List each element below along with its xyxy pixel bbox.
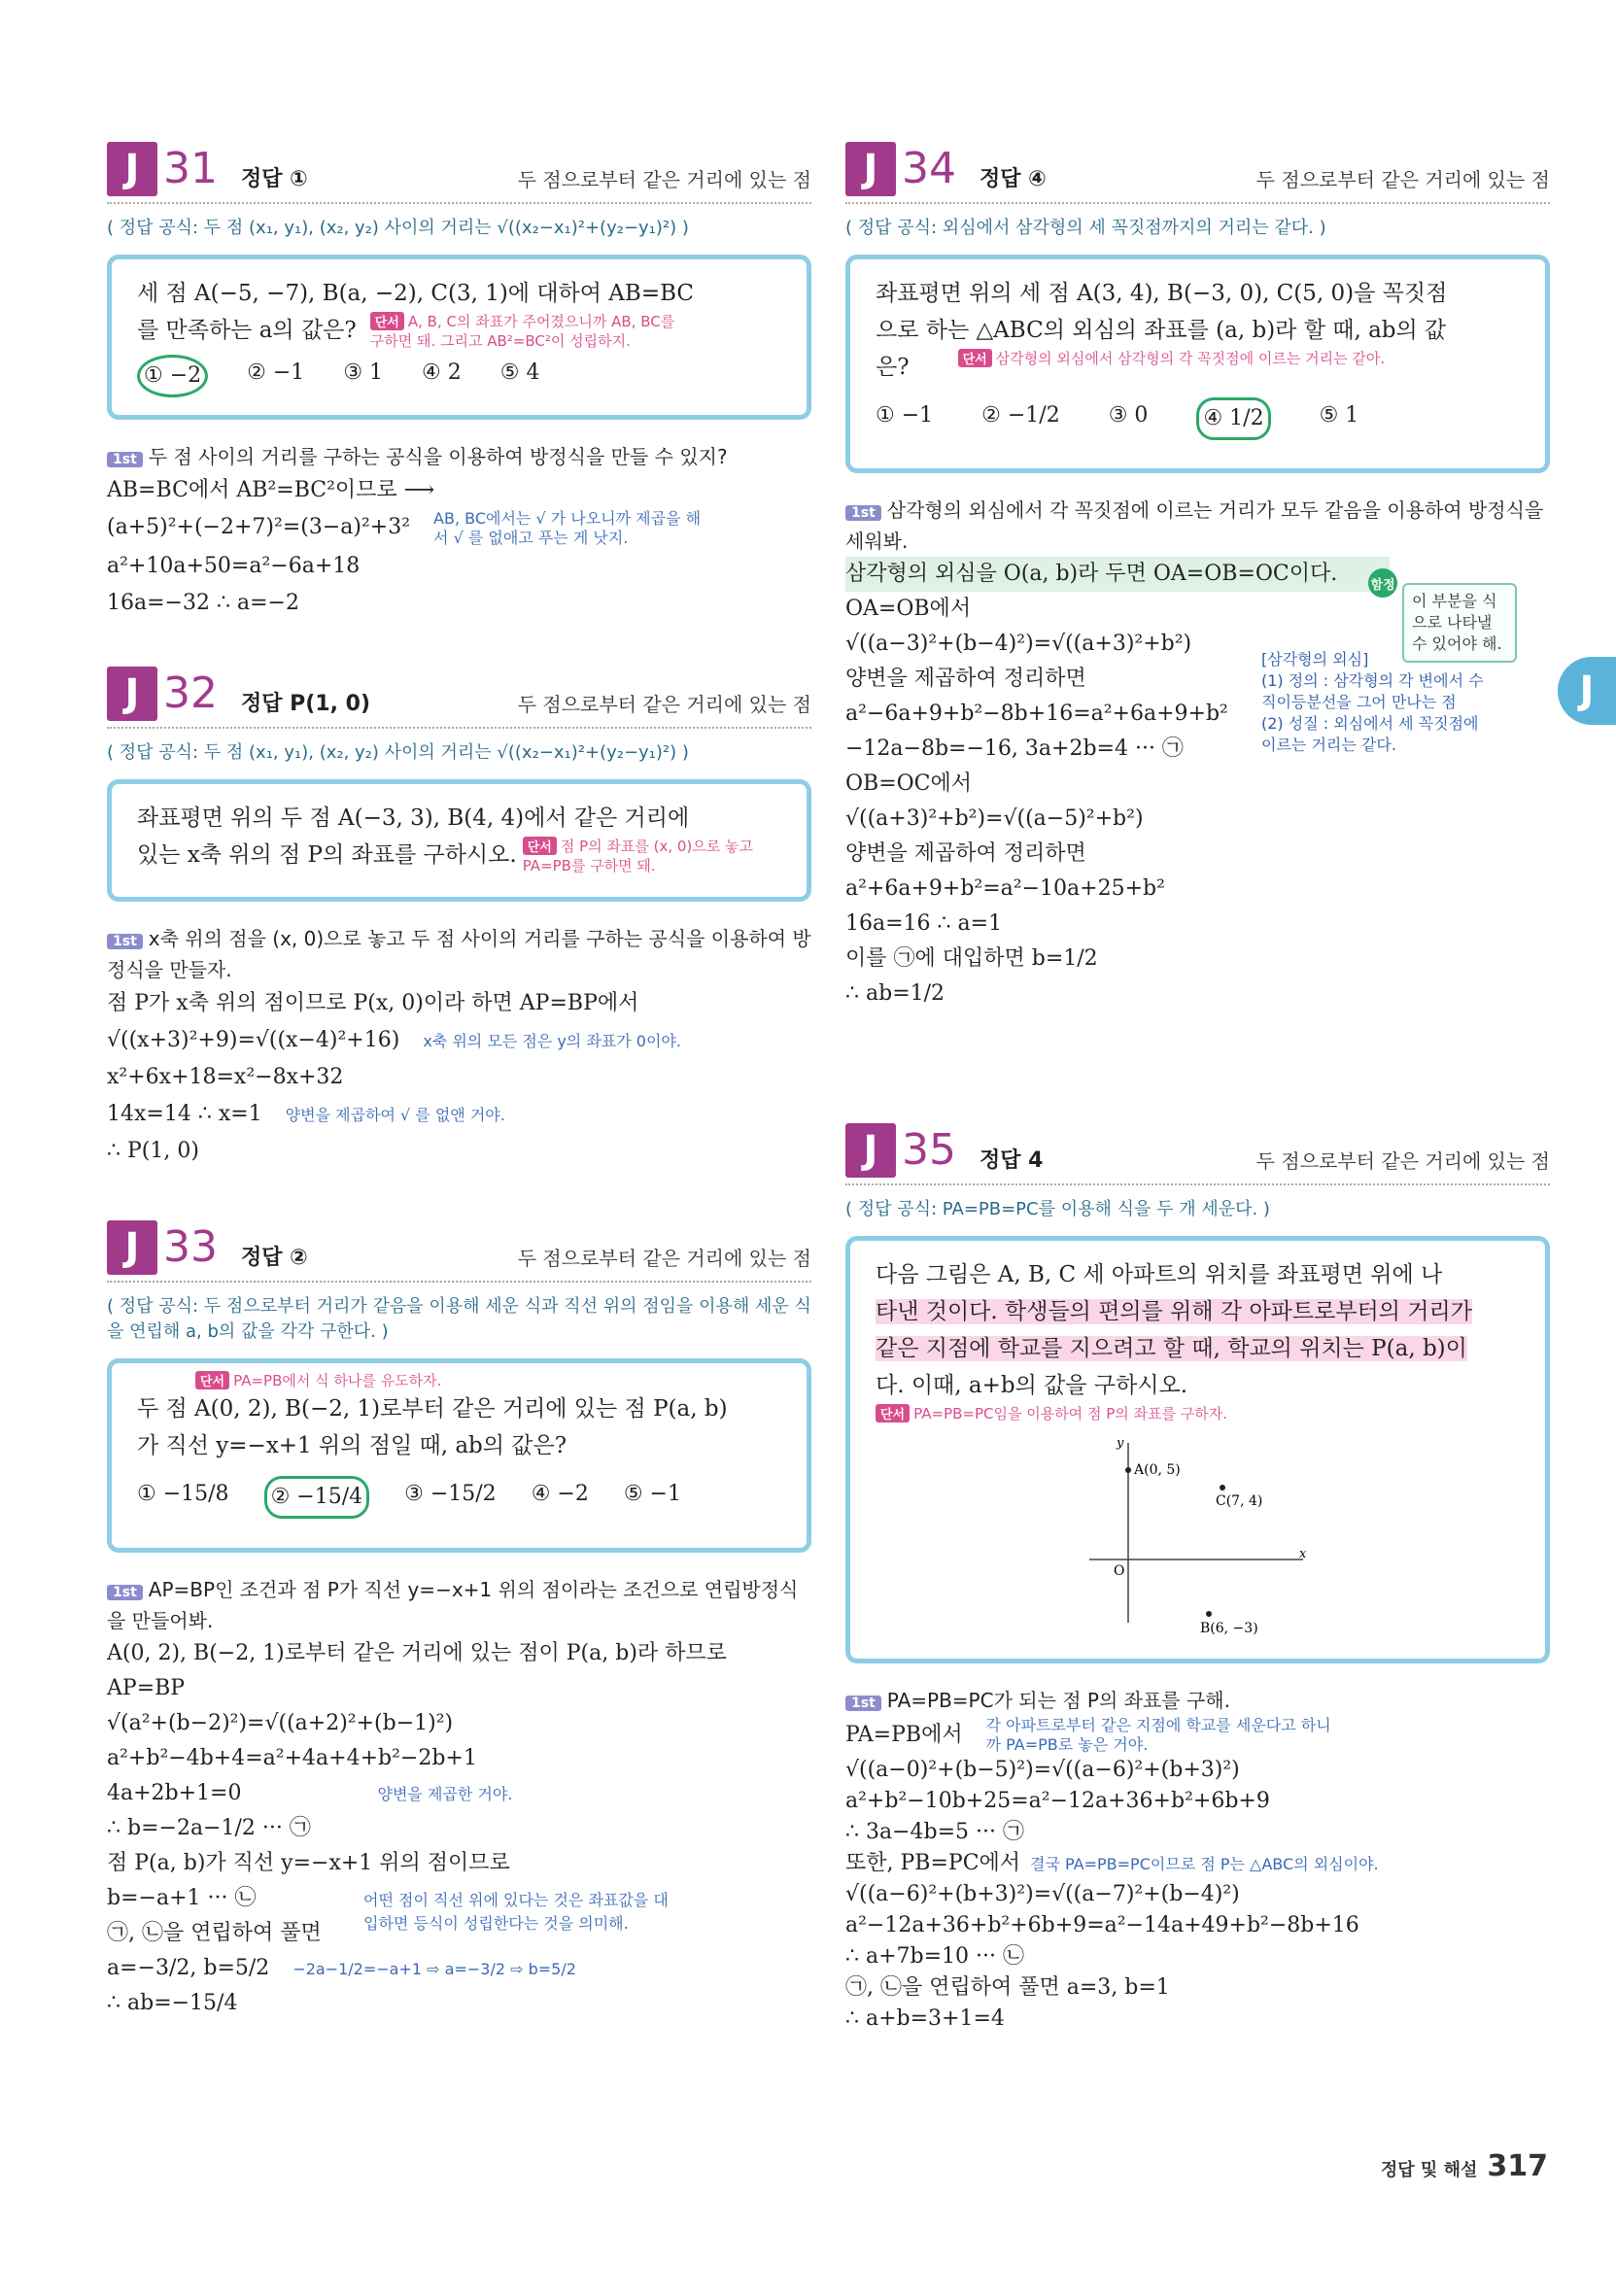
step-text: 삼각형의 외심에서 각 꼭짓점에 이르는 거리가 모두 같음을 이용하여 방정식을 세워봐. — [845, 498, 1544, 553]
coordinate-graph — [1070, 1433, 1323, 1636]
hint-text: 삼각형의 외심에서 삼각형의 각 꼭짓점에 이르는 거리는 같아. — [995, 350, 1386, 367]
hint-tag: 단서 — [958, 349, 992, 367]
solution-line: PA=PB에서 — [845, 1723, 963, 1747]
step-tag: 1st — [107, 934, 143, 949]
solution-line: ∴ P(1, 0) — [107, 1139, 199, 1163]
solution-line: 또한, PB=PC에서 — [845, 1851, 1021, 1875]
hint-tag: 단서 — [876, 1404, 910, 1422]
solution-line: 양변을 제곱하여 정리하면 — [845, 667, 1086, 691]
solution-line: 양변을 제곱하여 정리하면 — [845, 841, 1086, 866]
page-number: 317 — [1487, 2149, 1548, 2183]
solution-line: 14x=14 ∴ x=1 — [107, 1102, 262, 1126]
answer-formula: ( 정답 공식: 두 점으로부터 거리가 같음을 이용해 세운 식과 직선 위의 점임을 이용해 세운 식을 연립해 a, b의 값을 각각 구한다. ) — [107, 1296, 811, 1342]
solution-line: x²+6x+18=x²−8x+32 — [107, 1065, 344, 1089]
problem-text: 가 직선 y=−x+1 위의 점일 때, ab의 값은? — [137, 1433, 567, 1458]
solution-line: ∴ ab=−15/4 — [107, 1991, 238, 2015]
chapter-tab: J — [1558, 657, 1616, 725]
solution-line: 4a+2b+1=0 — [107, 1781, 242, 1805]
solution — [107, 472, 811, 622]
solution-line: (a+5)²+(−2+7)²=(3−a)²+3² — [107, 515, 411, 539]
point-c — [1220, 1485, 1225, 1491]
origin-label: O — [1114, 1563, 1125, 1579]
topic: 두 점으로부터 같은 거리에 있는 점 — [517, 168, 811, 191]
problem-text: 두 점 A(0, 2), B(−2, 1)로부터 같은 거리에 있는 점 P(a, b) — [137, 1396, 728, 1422]
margin-note: −2a−1/2=−a+1 ⇨ a=−3/2 ⇨ b=5/2 — [292, 1960, 576, 1978]
choice[interactable]: ② −15/4 — [264, 1476, 370, 1519]
question-number: 33 — [163, 1222, 218, 1272]
choice[interactable]: ⑤ −1 — [623, 1482, 681, 1506]
choice[interactable]: ② −1 — [247, 360, 305, 385]
problem-text: 으로 하는 △ABC의 외심의 좌표를 (a, b)라 할 때, ab의 값 — [876, 318, 1447, 343]
answer: 정답 4 — [980, 1148, 1044, 1173]
footer-label: 정답 및 해설 — [1380, 2160, 1478, 2180]
answer: 정답 ④ — [980, 167, 1047, 191]
solution-line: a²−6a+9+b²−8b+16=a²+6a+9+b² — [845, 702, 1228, 726]
choice[interactable]: ④ −2 — [531, 1482, 589, 1506]
trap-badge: 함정 — [1368, 568, 1397, 598]
problem-box — [107, 1358, 811, 1553]
problem-box — [845, 1236, 1550, 1663]
choices — [137, 355, 781, 397]
problem-text: 다음 그림은 A, B, C 세 아파트의 위치를 좌표평면 위에 나 — [876, 1262, 1443, 1287]
solution-line: √((a−0)²+(b−5)²)=√((a−6)²+(b+3)²) — [845, 1758, 1240, 1782]
answer: 정답 P(1, 0) — [241, 692, 371, 716]
solution-line: 점 P가 x축 위의 점이므로 P(x, 0)이라 하면 AP=BP에서 — [107, 991, 639, 1015]
step-text: AP=BP인 조건과 점 P가 직선 y=−x+1 위의 점이라는 조건으로 연립방정식을 만들어봐. — [107, 1578, 799, 1632]
question-number: 32 — [163, 668, 218, 718]
step-tag: 1st — [107, 452, 143, 467]
step-text: PA=PB=PC가 되는 점 P의 좌표를 구해. — [886, 1689, 1230, 1712]
y-label: y — [1117, 1436, 1124, 1451]
answer-formula: ( 정답 공식: 두 점 (x₁, y₁), (x₂, y₂) 사이의 거리는 √((x₂−x₁)²+(y₂−y₁)²) ) — [107, 742, 689, 763]
choice[interactable]: ① −15/8 — [137, 1482, 229, 1506]
solution-line: a²+b²−10b+25=a²−12a+36+b²+6b+9 — [845, 1789, 1270, 1813]
step-text: 두 점 사이의 거리를 구하는 공식을 이용하여 방정식을 만들 수 있지? — [148, 445, 728, 468]
step — [845, 495, 1550, 557]
solution-line: b=−a+1 ··· ㉡ — [107, 1886, 257, 1910]
problem-text: 를 만족하는 a의 값은? — [137, 318, 357, 343]
step — [845, 1685, 1550, 1716]
solution-line: ㉠, ㉡을 연립하여 풀면 a=3, b=1 — [845, 1975, 1170, 2000]
solution-line: AP=BP — [107, 1676, 186, 1700]
solution — [107, 1636, 811, 2021]
solution-line: a²+6a+9+b²=a²−10a+25+b² — [845, 876, 1165, 901]
hint-tag: 단서 — [370, 312, 404, 330]
step-tag: 1st — [845, 505, 881, 521]
problem-box — [107, 779, 811, 902]
solution-line: a²−12a+36+b²+6b+9=a²−14a+49+b²−8b+16 — [845, 1913, 1359, 1937]
hint-text: 점 P의 좌표를 (x, 0)으로 놓고 PA=PB를 구하면 돼. — [522, 838, 754, 874]
choice[interactable]: ③ 1 — [343, 360, 384, 385]
choices — [137, 1476, 781, 1519]
margin-note: 각 아파트로부터 같은 지점에 학교를 세운다고 하니까 PA=PB로 놓은 거야. — [985, 1716, 1331, 1754]
problem-text: 좌표평면 위의 세 점 A(3, 4), B(−3, 0), C(5, 0)을 꼭짓점 — [876, 281, 1448, 306]
solution-line: ∴ a+7b=10 ··· ㉡ — [845, 1944, 1025, 1969]
topic: 두 점으로부터 같은 거리에 있는 점 — [1255, 1149, 1550, 1173]
problem-box — [845, 255, 1550, 473]
topic: 두 점으로부터 같은 거리에 있는 점 — [517, 693, 811, 716]
solution-line: 16a=16 ∴ a=1 — [845, 911, 1003, 936]
choices — [876, 397, 1520, 440]
problem-text: 다. 이때, a+b의 값을 구하시오. — [876, 1373, 1188, 1398]
answer: 정답 ② — [241, 1246, 308, 1270]
step-tag: 1st — [107, 1585, 143, 1600]
question-number: 31 — [163, 144, 218, 193]
choice[interactable]: ② −1/2 — [981, 403, 1060, 428]
margin-note: 양변을 제곱하여 √ 를 없앤 거야. — [285, 1106, 505, 1124]
solution-line: 삼각형의 외심을 O(a, b)라 두면 OA=OB=OC이다. — [845, 557, 1390, 592]
answer-formula: ( 정답 공식: 외심에서 삼각형의 세 꼭짓점까지의 거리는 같다. ) — [845, 218, 1326, 238]
choice[interactable]: ④ 2 — [422, 360, 462, 385]
hint-tag: 단서 — [195, 1371, 229, 1389]
margin-note: x축 위의 모든 점은 y의 좌표가 0이야. — [423, 1032, 681, 1050]
solution-line: a=−3/2, b=5/2 — [107, 1956, 270, 1980]
margin-note: 양변을 제곱한 거야. — [377, 1785, 513, 1803]
solution-line: OA=OB에서 — [845, 597, 972, 621]
j-box: J — [107, 667, 157, 721]
solution-line: a²+10a+50=a²−6a+18 — [107, 554, 361, 578]
label-c: C(7, 4) — [1216, 1493, 1263, 1509]
solution-line: ㉠, ㉡을 연립하여 풀면 — [107, 1921, 322, 1945]
solution-line: 이를 ㉠에 대입하면 b=1/2 — [845, 946, 1098, 971]
solution-line: ∴ a+b=3+1=4 — [845, 2006, 1005, 2031]
choice[interactable]: ⑤ 4 — [499, 360, 540, 385]
definition-text: (1) 정의 : 삼각형의 각 변에서 수직이등분선을 그어 만나는 점 — [1261, 671, 1484, 711]
question-number: 34 — [902, 144, 956, 193]
solution-line: 점 P(a, b)가 직선 y=−x+1 위의 점이므로 — [107, 1851, 510, 1875]
choice[interactable]: ③ 0 — [1108, 403, 1149, 428]
section-j31 — [107, 146, 811, 622]
choice[interactable]: ① −2 — [137, 355, 208, 397]
hint-tag: 단서 — [523, 837, 557, 855]
j-box: J — [107, 1220, 157, 1275]
topic: 두 점으로부터 같은 거리에 있는 점 — [1255, 168, 1550, 191]
label-a: A(0, 5) — [1134, 1462, 1181, 1478]
j-box: J — [845, 1123, 896, 1178]
hint-text: A, B, C의 좌표가 주어졌으니까 AB, BC를 구하면 돼. 그리고 AB²=BC²이 성립하지. — [369, 313, 675, 350]
j-box: J — [107, 142, 157, 196]
hint-text: PA=PB=PC임을 이용하여 점 P의 좌표를 구하자. — [913, 1405, 1227, 1422]
step — [107, 923, 811, 985]
choice[interactable]: ① −1 — [876, 403, 934, 428]
solution-line: ∴ b=−2a−1/2 ··· ㉠ — [107, 1816, 311, 1840]
choice[interactable]: ③ −15/2 — [404, 1482, 497, 1506]
problem-text: 은? — [876, 355, 910, 380]
topic: 두 점으로부터 같은 거리에 있는 점 — [517, 1247, 811, 1270]
definition-title: [삼각형의 외심] — [1261, 650, 1369, 668]
section-j33 — [107, 1224, 811, 2021]
step-text: x축 위의 점을 (x, 0)으로 놓고 두 점 사이의 거리를 구하는 공식을 이용하여 방정식을 만들자. — [107, 927, 811, 981]
margin-note: AB, BC에서는 √ 가 나오니까 제곱을 해서 √ 를 없애고 푸는 게 낫지. — [433, 509, 702, 547]
solution-line: √((a+3)²+b²)=√((a−5)²+b²) — [845, 806, 1144, 831]
solution-line: A(0, 2), B(−2, 1)로부터 같은 거리에 있는 점이 P(a, b)라 하므로 — [107, 1641, 727, 1665]
solution-line: √((x+3)²+9)=√((x−4)²+16) — [107, 1028, 400, 1052]
solution-line: a²+b²−4b+4=a²+4a+4+b²−2b+1 — [107, 1746, 477, 1770]
section-j35 — [845, 1127, 1550, 2035]
point-b — [1206, 1611, 1212, 1617]
solution-line: 16a=−32 ∴ a=−2 — [107, 591, 299, 615]
point-a — [1125, 1467, 1131, 1473]
definition-box — [1261, 649, 1485, 756]
answer-formula: ( 정답 공식: 두 점 (x₁, y₁), (x₂, y₂) 사이의 거리는 √((x₂−x₁)²+(y₂−y₁)²) ) — [107, 218, 689, 238]
step-tag: 1st — [845, 1696, 881, 1711]
solution-line: √(a²+(b−2)²)=√((a+2)²+(b−1)²) — [107, 1711, 454, 1735]
memo-box: 이 부분을 식으로 나타낼 수 있어야 해. — [1402, 583, 1517, 663]
solution-line: −12a−8b=−16, 3a+2b=4 ··· ㉠ — [845, 737, 1184, 761]
solution-line: AB=BC에서 AB²=BC²이므로 ⟶ — [107, 478, 435, 502]
answer: 정답 ① — [241, 167, 308, 191]
solution — [107, 985, 811, 1170]
margin-note: 어떤 점이 직선 위에 있다는 것은 좌표값을 대입하면 등식이 성립한다는 것을 의미해. — [363, 1891, 669, 1933]
hint-text: PA=PB에서 식 하나를 유도하자. — [233, 1372, 442, 1389]
problem-box — [107, 255, 811, 420]
solution-line: ∴ ab=1/2 — [845, 981, 946, 1006]
label-b: B(6, −3) — [1200, 1621, 1258, 1636]
definition-text: (2) 성질 : 외심에서 세 꼭짓점에 이르는 거리는 같다. — [1261, 714, 1479, 754]
margin-note: 결국 PA=PB=PC이므로 점 P는 △ABC의 외심이야. — [1030, 1855, 1379, 1873]
section-j32 — [107, 670, 811, 1170]
problem-text: 같은 지점에 학교를 지으려고 할 때, 학교의 위치는 P(a, b)이 — [876, 1336, 1467, 1361]
choice[interactable]: ⑤ 1 — [1319, 403, 1359, 428]
page-footer — [1381, 2149, 1548, 2183]
solution-line: ∴ 3a−4b=5 ··· ㉠ — [845, 1820, 1025, 1844]
step — [107, 441, 811, 472]
section-j34 — [845, 146, 1550, 1011]
answer-formula: ( 정답 공식: PA=PB=PC를 이용해 식을 두 개 세운다. ) — [845, 1199, 1270, 1219]
question-number: 35 — [902, 1125, 956, 1175]
problem-text: 있는 x축 위의 점 P의 좌표를 구하시오. — [137, 842, 517, 868]
x-label: x — [1299, 1547, 1307, 1561]
problem-text: 좌표평면 위의 두 점 A(−3, 3), B(4, 4)에서 같은 거리에 — [137, 805, 690, 831]
solution-line: √((a−3)²+(b−4)²)=√((a+3)²+b²) — [845, 632, 1192, 656]
solution-line: OB=OC에서 — [845, 771, 973, 796]
problem-text: 세 점 A(−5, −7), B(a, −2), C(3, 1)에 대하여 AB=BC — [137, 281, 695, 306]
j-box: J — [845, 142, 896, 196]
solution-line: √((a−6)²+(b+3)²)=√((a−7)²+(b−4)²) — [845, 1882, 1240, 1906]
problem-text: 타낸 것이다. 학생들의 편의를 위해 각 아파트로부터의 거리가 — [876, 1299, 1472, 1324]
choice[interactable]: ④ 1/2 — [1196, 397, 1270, 440]
solution — [845, 1716, 1550, 2035]
step — [107, 1574, 811, 1636]
